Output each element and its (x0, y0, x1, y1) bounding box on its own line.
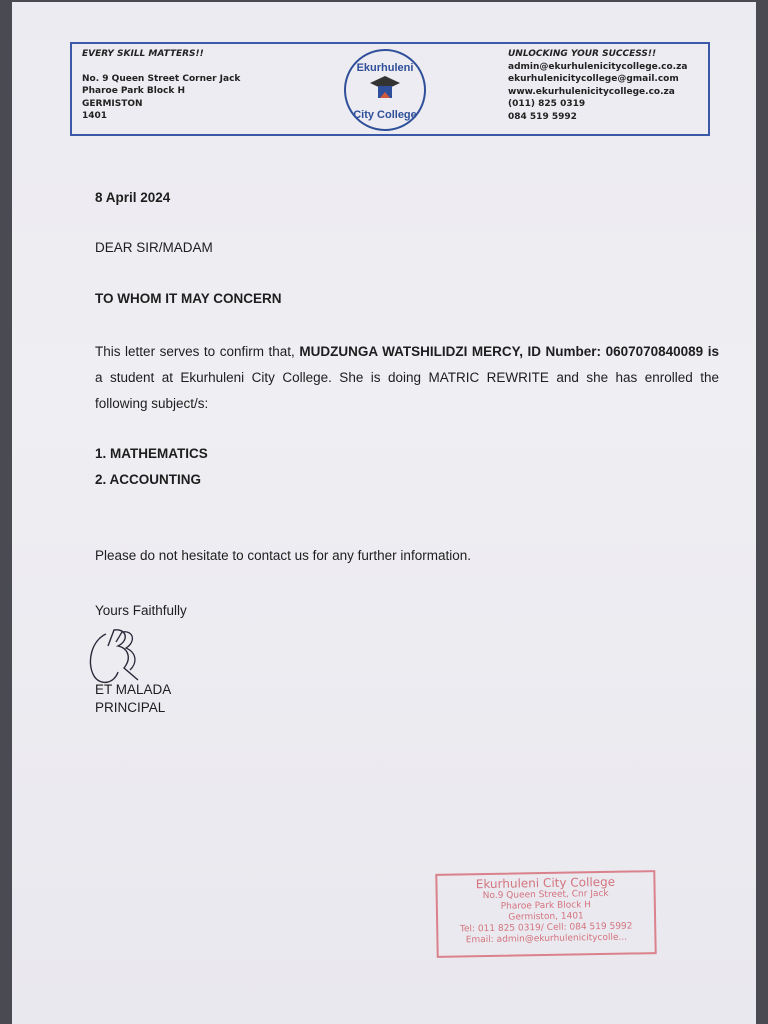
closing-note: Please do not hesitate to contact us for any further information. (95, 548, 471, 563)
signatory-name: ET MALADA (95, 682, 172, 697)
logo-text-bottom: City College (353, 109, 417, 121)
signatory-title: PRINCIPAL (95, 700, 166, 715)
letterhead (70, 42, 710, 136)
stamp-line: Pharoe Park Block H (500, 900, 592, 912)
contact-email-alt: ekurhulenicitycollege@gmail.com (508, 74, 679, 84)
subject-item: 1. MATHEMATICS (95, 446, 208, 461)
body-intro: This letter serves to confirm that, (95, 344, 300, 359)
college-stamp (435, 870, 656, 958)
body-details: a student at Ekurhuleni City College. She is doing MATRIC REWRITE and she has enrolled the following subject/s: (95, 370, 719, 411)
contact-phone: (011) 825 0319 (508, 99, 586, 109)
stamp-line: Email: admin@ekurhulenicitycolle... (465, 932, 628, 946)
address-line: No. 9 Queen Street Corner Jack (82, 73, 241, 84)
letter-body (95, 339, 719, 417)
college-logo (342, 46, 428, 132)
stamp-college-name: Ekurhuleni City College (475, 874, 616, 892)
address-line: GERMISTON (82, 98, 143, 109)
letter-subject: TO WHOM IT MAY CONCERN (95, 291, 282, 306)
contact-website: www.ekurhulenicitycollege.co.za (508, 86, 675, 97)
stamp-line: Tel: 011 825 0319/ Cell: 084 519 5992 (459, 921, 633, 935)
letter-date: 8 April 2024 (95, 190, 171, 205)
contact-email: admin@ekurhulenicitycollege.co.za (508, 61, 688, 72)
logo-text-top: Ekurhuleni (356, 62, 414, 74)
motto-right: UNLOCKING YOUR SUCCESS!! (508, 49, 657, 59)
college-contact-block (508, 48, 687, 123)
sign-off: Yours Faithfully (95, 603, 187, 618)
address-line: Pharoe Park Block H (82, 86, 186, 96)
college-address-block (82, 48, 240, 123)
contact-cell: 084 519 5992 (508, 111, 577, 122)
motto-left: EVERY SKILL MATTERS!! (82, 49, 204, 59)
stamp-line: Germiston, 1401 (508, 911, 584, 923)
student-details: MUDZUNGA WATSHILIDZI MERCY, ID Number: 0607070840089 is (299, 344, 719, 359)
salutation: DEAR SIR/MADAM (95, 240, 213, 255)
subject-item: 2. ACCOUNTING (95, 472, 202, 487)
address-line: 1401 (82, 111, 108, 121)
stamp-line: No.9 Queen Street, Cnr Jack (482, 888, 609, 902)
